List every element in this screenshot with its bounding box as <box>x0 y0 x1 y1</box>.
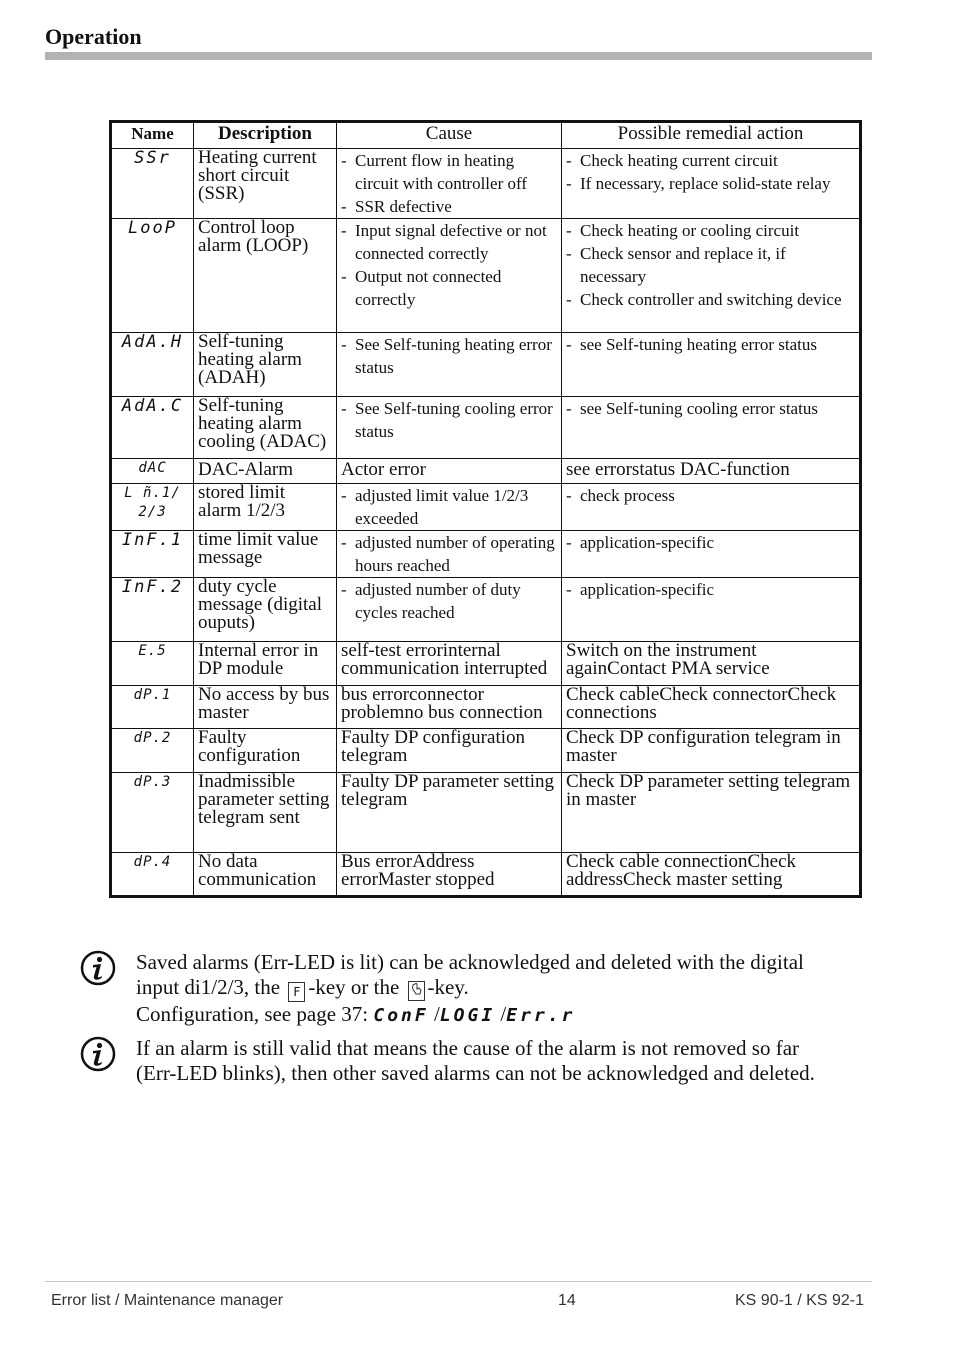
error-remedy: Check DP configuration telegram in master <box>562 729 861 773</box>
column-header-description: Description <box>194 122 337 149</box>
config-path-conf: ConF <box>373 1005 429 1026</box>
table-row <box>111 729 861 773</box>
remedy-item: - Check sensor and replace it, if necessary <box>566 242 855 288</box>
error-code: E.5 <box>138 643 167 659</box>
remedy-list <box>566 484 855 507</box>
error-code: InF.1 <box>121 530 184 550</box>
cause-list <box>341 578 557 624</box>
error-description: Self-tuning heating alarm (ADAH) <box>194 333 337 397</box>
error-description: DAC-Alarm <box>194 459 337 484</box>
cause-list <box>341 531 557 577</box>
cause-list <box>341 397 557 443</box>
note-text: Saved alarms (Err-LED is lit) can be acknowledged and deleted with the digital input di1/2/3, the F -key or the -key. Configuration, see page 37: ConF /LOGI /Err.r <box>136 950 804 1026</box>
error-description: Heating current short circuit (SSR) <box>194 149 337 219</box>
remedy-list <box>566 578 855 601</box>
error-code: dP.1 <box>133 687 172 703</box>
error-description: Self-tuning heating alarm cooling (ADAC) <box>194 397 337 459</box>
f-key-icon: F <box>288 982 305 1002</box>
table-header-row <box>111 122 861 149</box>
error-code: LooP <box>128 218 177 238</box>
remedy-item: - see Self-tuning cooling error status <box>566 397 855 420</box>
cause-item: - adjusted number of duty cycles reached <box>341 578 557 624</box>
table-row <box>111 578 861 642</box>
page-section-title: Operation <box>45 24 142 49</box>
remedy-item: - Check controller and switching device <box>566 288 855 311</box>
header-rule <box>45 52 872 60</box>
error-list-table <box>109 120 862 898</box>
cause-item: - Current flow in heating circuit with controller off <box>341 149 557 195</box>
error-description: time limit value message <box>194 531 337 578</box>
remedy-list <box>566 397 855 420</box>
error-code: InF.2 <box>121 577 184 597</box>
table-row <box>111 149 861 219</box>
cause-item: - adjusted limit value 1/2/3 exceeded <box>341 484 557 530</box>
cause-item: - adjusted number of operating hours reached <box>341 531 557 577</box>
remedy-item: - application-specific <box>566 578 855 601</box>
error-description: Internal error in DP module <box>194 642 337 686</box>
cause-item: - See Self-tuning heating error status <box>341 333 557 379</box>
table-row <box>111 642 861 686</box>
table-row <box>111 459 861 484</box>
error-description: Inadmissible parameter setting telegram sent <box>194 773 337 853</box>
remedy-list <box>566 531 855 554</box>
error-remedy: Switch on the instrument againContact PMA service <box>562 642 861 686</box>
note-active-alarm <box>80 1036 880 1096</box>
error-description: duty cycle message (digital ouputs) <box>194 578 337 642</box>
error-description: stored limit alarm 1/2/3 <box>194 484 337 531</box>
error-code: dP.3 <box>133 774 172 790</box>
error-description: No data communication <box>194 853 337 897</box>
error-code: dP.2 <box>133 730 172 746</box>
error-code: dAC <box>138 460 167 476</box>
table-row <box>111 773 861 853</box>
error-remedy: Check cableCheck connectorCheck connections <box>562 686 861 729</box>
error-description: Control loop alarm (LOOP) <box>194 219 337 333</box>
error-code: AdA.C <box>121 396 184 416</box>
remedy-item: - application-specific <box>566 531 855 554</box>
cause-list <box>341 484 557 530</box>
error-cause: Faulty DP parameter setting telegram <box>337 773 562 853</box>
error-code: dP.4 <box>133 854 172 870</box>
footer-rule <box>45 1281 872 1282</box>
error-cause: Faulty DP configuration telegram <box>337 729 562 773</box>
column-header-name: Name <box>111 122 194 149</box>
remedy-list <box>566 219 855 311</box>
footer-product-name: KS 90-1 / KS 92-1 <box>735 1292 864 1309</box>
error-cause: bus errorconnector problemno bus connection <box>337 686 562 729</box>
remedy-item: - see Self-tuning heating error status <box>566 333 855 356</box>
error-code: SSr <box>134 148 171 168</box>
table-row <box>111 397 861 459</box>
cause-item: - See Self-tuning cooling error status <box>341 397 557 443</box>
error-description: No access by bus master <box>194 686 337 729</box>
page-number: 14 <box>558 1292 576 1309</box>
error-code: AdA.H <box>121 332 184 352</box>
remedy-list <box>566 333 855 356</box>
cause-item: - Output not connected correctly <box>341 265 557 311</box>
remedy-item: - Check heating current circuit <box>566 149 855 172</box>
footer-section-title: Error list / Maintenance manager <box>51 1292 284 1309</box>
error-cause: Actor error <box>337 459 562 484</box>
cause-list <box>341 149 557 218</box>
error-cause: Bus errorAddress errorMaster stopped <box>337 853 562 897</box>
remedy-item: - Check heating or cooling circuit <box>566 219 855 242</box>
cause-list <box>341 333 557 379</box>
error-description: Faulty configuration <box>194 729 337 773</box>
config-path-logi: LOGI <box>439 1005 496 1026</box>
table-row <box>111 219 861 333</box>
info-icon <box>80 1036 116 1072</box>
table-row <box>111 853 861 897</box>
cause-item: - Input signal defective or not connected correctly <box>341 219 557 265</box>
config-path-err: Err.r <box>506 1005 576 1026</box>
column-header-remedy: Possible remedial action <box>562 122 861 149</box>
cause-item: - SSR defective <box>341 195 557 218</box>
cause-list <box>341 219 557 311</box>
error-remedy: Check DP parameter setting telegram in master <box>562 773 861 853</box>
error-remedy: see errorstatus DAC-function <box>562 459 861 484</box>
remedy-item: - If necessary, replace solid-state relay <box>566 172 855 195</box>
table-row <box>111 531 861 578</box>
error-remedy: Check cable connectionCheck addressCheck master setting <box>562 853 861 897</box>
table-row <box>111 333 861 397</box>
remedy-list <box>566 149 855 195</box>
error-cause: self-test errorinternal communication interrupted <box>337 642 562 686</box>
remedy-item: - check process <box>566 484 855 507</box>
note-text: If an alarm is still valid that means the cause of the alarm is not removed so far (Err-LED blinks), then other saved alarms can not be acknowledged and deleted. <box>136 1036 815 1085</box>
column-header-cause: Cause <box>337 122 562 149</box>
table-row <box>111 484 861 531</box>
note-saved-alarms <box>80 950 880 1030</box>
error-code: L ñ.1/ 2/3 <box>124 485 181 520</box>
keyboard-key-icon <box>408 981 425 1001</box>
table-row <box>111 686 861 729</box>
info-icon <box>80 950 116 986</box>
